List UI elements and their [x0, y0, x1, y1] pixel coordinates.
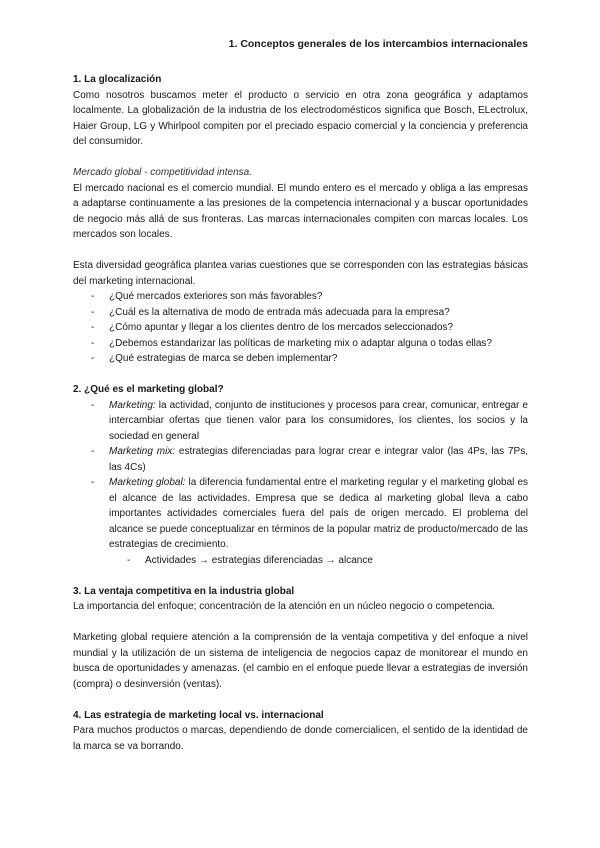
- section-4-paragraph-1: Para muchos productos o marcas, dependiendo de donde comercialicen, el sentido de la identidad de la marca se va borrando.: [73, 725, 528, 752]
- section-3-heading: 3. La ventaja competitiva en la industria global: [73, 585, 295, 597]
- sub-list-item: - Actividades → estrategias diferenciadas → alcance: [109, 553, 528, 569]
- section-1-subheading: Mercado global - competitividad intensa.: [73, 167, 252, 178]
- definition-term: Marketing:: [109, 399, 156, 411]
- definition-term: Marketing global:: [109, 477, 186, 488]
- section-1-paragraph-1: Como nosotros buscamos meter el producto o servicio en otra zona geográfica y adaptamos localmente. La globalización de la industria de los electrodomésticos significa que Bosch, ELectrolux, Haier Group, LG y Whirlpool compiten por el preciado espacio comercial y la conciencia y preferencia del consumidor.: [73, 89, 528, 147]
- list-item: [73, 444, 528, 475]
- questions-list: [73, 289, 528, 367]
- definition-term: Marketing mix:: [109, 446, 176, 457]
- section-1-paragraph-2: El mercado nacional es el comercio mundial. El mundo entero es el mercado y obliga a las empresas a adaptarse continuamente a las presiones de la competencia internacional y a buscar oportunidades de negocio más allá de sus fronteras. Las marcas internacionales compiten con marcas locales. Los mercados son locales.: [73, 182, 528, 240]
- list-item: [73, 475, 528, 568]
- section-3-paragraph-2: Marketing global requiere atención a la comprensión de la ventaja competitiva y del enfoque a nivel mundial y la utilización de un sistema de inteligencia de negocios capaz de monitorear el mundo en busca de oportunidades y amenazas. (el cambio en el enfoque puede llevar a estrategias de inversión (compra) o desinversión (ventas).: [73, 632, 528, 690]
- list-item: - ¿Cómo apuntar y llegar a los clientes dentro de los mercados seleccionados?: [73, 320, 528, 336]
- page-header-title: 1. Conceptos generales de los intercambios internacionales: [228, 38, 528, 50]
- sub-list: [109, 553, 528, 569]
- section-2-heading: 2. ¿Qué es el marketing global?: [73, 384, 224, 395]
- section-3-paragraph-1: La importancia del enfoque; concentración de la atención en un núcleo negocio o competencia.: [73, 601, 495, 612]
- definition-text: estrategias diferenciadas para lograr crear e integrar valor (las 4Ps, las 7Ps, las 4Cs): [109, 446, 528, 473]
- section-1-heading: 1. La glocalización: [73, 74, 162, 85]
- section-1-paragraph-3: Esta diversidad geográfica plantea varias cuestiones que se corresponden con las estrategias básicas del marketing internacional.: [73, 260, 528, 287]
- list-item: [73, 398, 528, 445]
- document-body: [73, 72, 528, 754]
- definition-text: la diferencia fundamental entre el marketing regular y el marketing global es el alcance de las actividades. Empresa que se dedica al marketing global lleva a cabo importantes actividades comerciales fuera del país de origen mercado. El problema del alcance se puede conceptualizar en términos de la popular matriz de producto/mercado de las estrategias de crecimiento.: [109, 477, 529, 550]
- list-item: - ¿Qué estrategias de marca se deben implementar?: [73, 351, 528, 367]
- list-item: - ¿Debemos estandarizar las políticas de marketing mix o adaptar alguna o todas ellas?: [73, 336, 528, 352]
- definition-text: la actividad, conjunto de instituciones y procesos para crear, comunicar, entregar e intercambiar ofertas que tienen valor para los consumidores, los clientes, los socios y la sociedad en general: [109, 399, 528, 442]
- list-item: - ¿Cuál es la alternativa de modo de entrada más adecuada para la empresa?: [73, 305, 528, 321]
- list-item: - ¿Qué mercados exteriores son más favorables?: [73, 289, 528, 305]
- section-4-heading: 4. Las estrategia de marketing local vs. internacional: [73, 709, 324, 721]
- definitions-list: [73, 398, 528, 569]
